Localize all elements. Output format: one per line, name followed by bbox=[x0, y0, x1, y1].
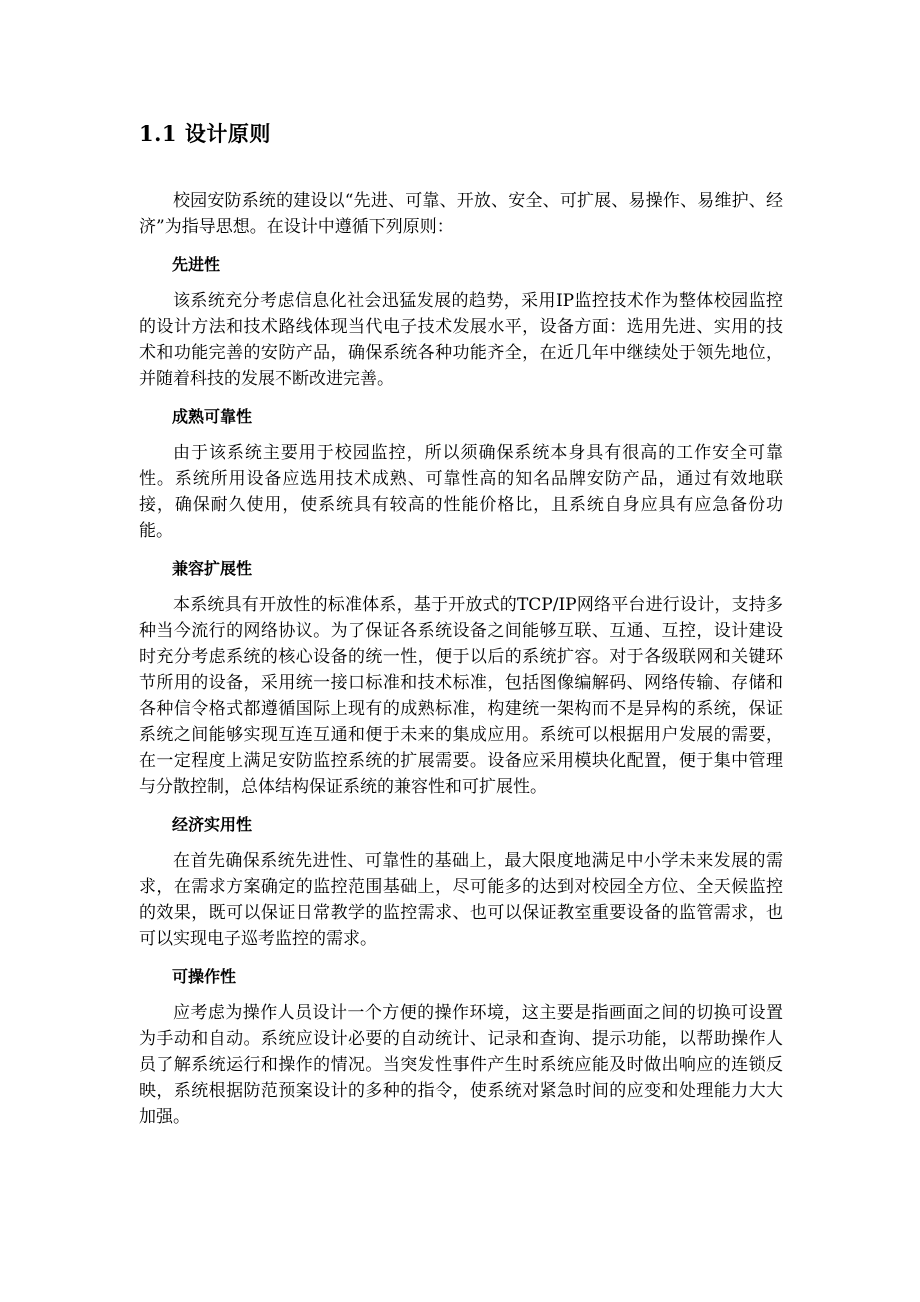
principle-title: 可操作性 bbox=[172, 967, 237, 986]
principle-title: 先进性 bbox=[172, 255, 221, 274]
intro-paragraph: 校园安防系统的建设以“先进、可靠、开放、安全、可扩展、易操作、易维护、经济”为指导思想。在设计中遵循下列原则： bbox=[139, 191, 783, 237]
principle-body: 该系统充分考虑信息化社会迅猛发展的趋势，采用IP监控技术作为整体校园监控的设计方法和技术路线体现当代电子技术发展水平，设备方面：选用先进、实用的技术和功能完善的安防产品，确保系统各种功能齐全，在近几年中继续处于领先地位，并随着科技的发展不断改进完善。 bbox=[139, 291, 783, 389]
principle-body: 应考虑为操作人员设计一个方便的操作环境，这主要是指画面之间的切换可设置为手动和自动。系统应设计必要的自动统计、记录和查询、提示功能，以帮助操作人员了解系统运行和操作的情况。当突发性事件产生时系统应能及时做出响应的连锁反映，系统根据防范预案设计的多种的指令，使系统对紧急时间的应变和处理能力大大加强。 bbox=[139, 1003, 783, 1127]
principle-title: 成熟可靠性 bbox=[172, 407, 253, 426]
principle-title: 经济实用性 bbox=[172, 815, 253, 834]
document-content bbox=[139, 118, 783, 1142]
principle-reliability bbox=[139, 404, 783, 544]
principle-body: 由于该系统主要用于校园监控，所以须确保系统本身具有很高的工作安全可靠性。系统所用设备应选用技术成熟、可靠性高的知名品牌安防产品，通过有效地联接，确保耐久使用，使系统具有较高的性能价格比，且系统自身应具有应急备份功能。 bbox=[139, 443, 783, 541]
principle-compatibility bbox=[139, 556, 783, 800]
principle-operability bbox=[139, 964, 783, 1130]
principle-body: 在首先确保系统先进性、可靠性的基础上，最大限度地满足中小学未来发展的需求，在需求方案确定的监控范围基础上，尽可能多的达到对校园全方位、全天候监控的效果，既可以保证日常教学的监控需求、也可以保证教室重要设备的监管需求，也可以实现电子巡考监控的需求。 bbox=[139, 851, 783, 949]
section-heading: 1.1 设计原则 bbox=[139, 121, 271, 146]
principle-body: 本系统具有开放性的标准体系，基于开放式的TCP/IP网络平台进行设计，支持多种当今流行的网络协议。为了保证各系统设备之间能够互联、互通、互控，设计建设时充分考虑系统的核心设备的统一性，便于以后的系统扩容。对于各级联网和关键环节所用的设备，采用统一接口标准和技术标准，包括图像编解码、网络传输、存储和各种信令格式都遵循国际上现有的成熟标准，构建统一架构而不是异构的系统，保证系统之间能够实现互连互通和便于未来的集成应用。系统可以根据用户发展的需要，在一定程度上满足安防监控系统的扩展需要。设备应采用模块化配置，便于集中管理与分散控制，总体结构保证系统的兼容性和可扩展性。 bbox=[139, 595, 783, 797]
principle-economy bbox=[139, 812, 783, 952]
principle-title: 兼容扩展性 bbox=[172, 559, 253, 578]
principle-advanced bbox=[139, 252, 783, 392]
